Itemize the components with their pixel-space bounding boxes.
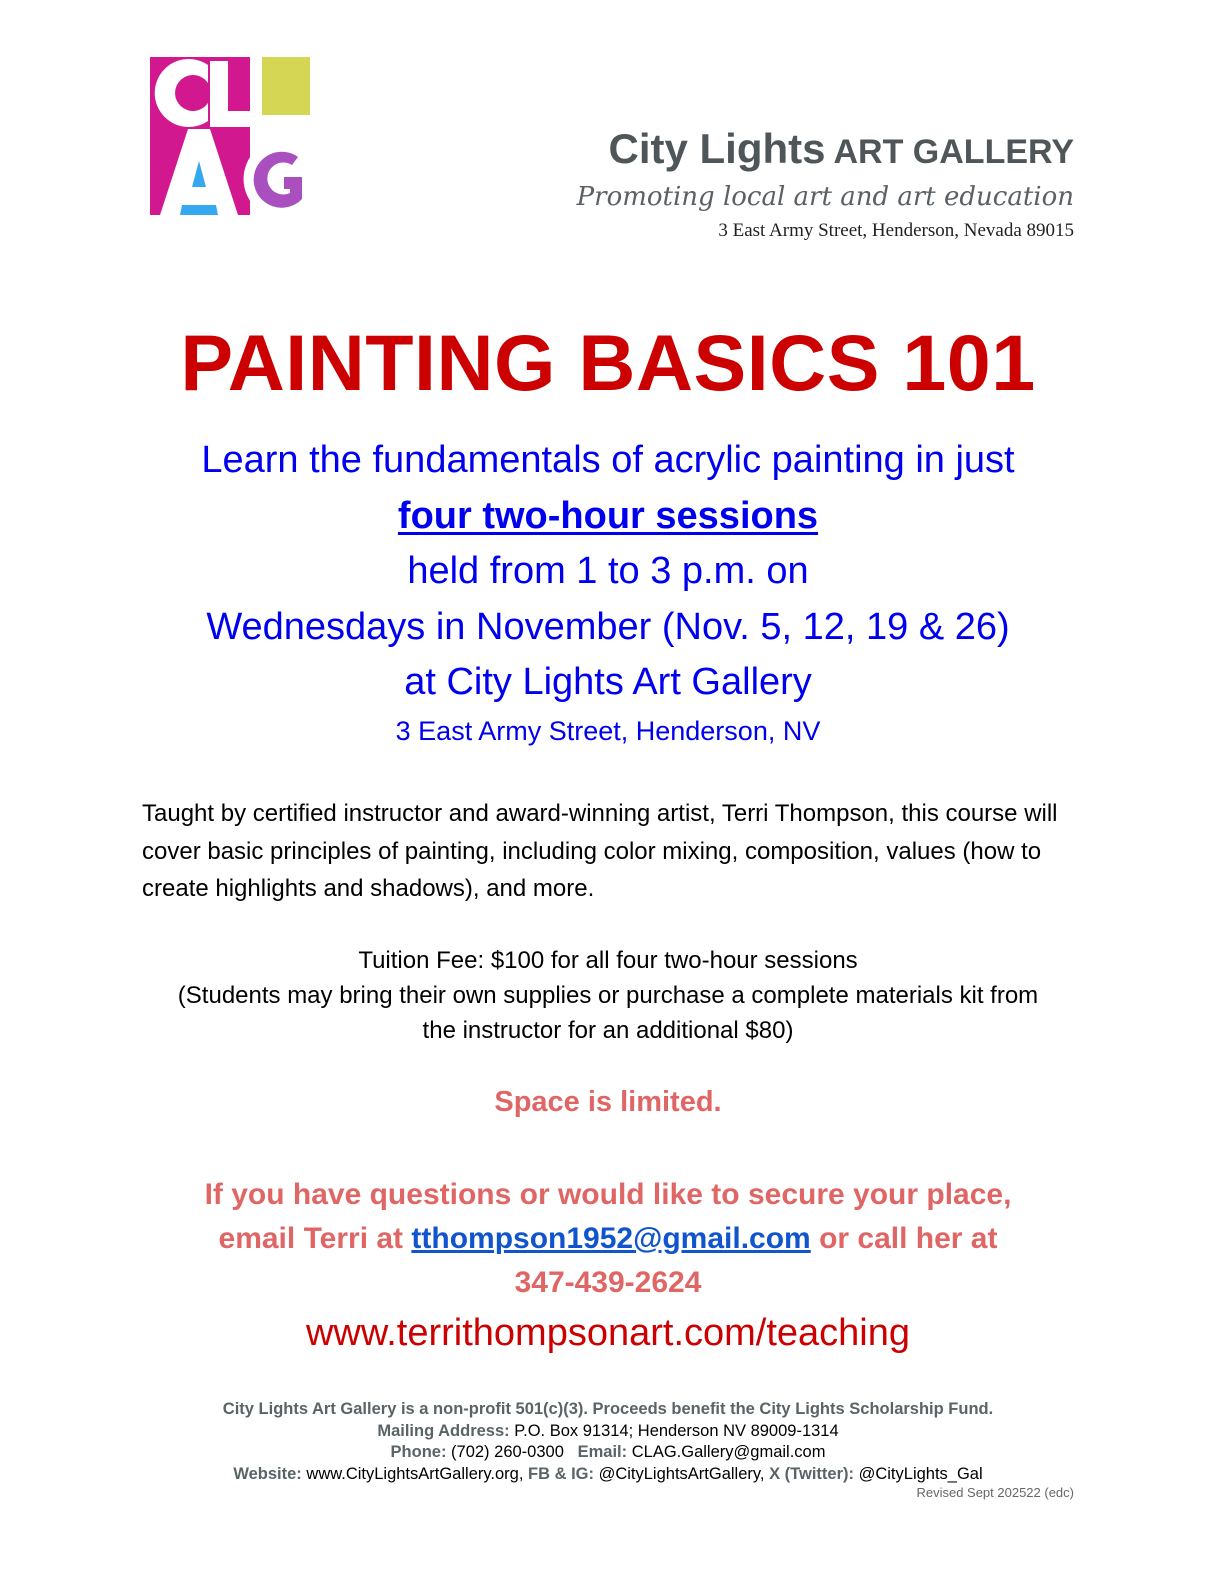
contact-email-link[interactable]: tthompson1952@gmail.com xyxy=(411,1222,811,1255)
gallery-header xyxy=(576,125,1074,242)
gallery-tagline: Promoting local art and art education xyxy=(576,182,1074,212)
footer-fbig-value: @CityLightsArtGallery, xyxy=(594,1464,770,1483)
details-address: 3 East Army Street, Henderson, NV xyxy=(395,715,821,746)
details-dates: Wednesdays in November (Nov. 5, 12, 19 & 26) xyxy=(206,605,1010,648)
contact-suffix: or call her at xyxy=(810,1222,998,1255)
contact-line2 xyxy=(0,1217,1216,1261)
course-description: Taught by certified instructor and award-winning artist, Terri Thompson, this course will cover basic principles of painting, including color mixing, composition, values (how to create highlights and shadows), and more. xyxy=(142,800,1058,902)
footer-mailing-value: P.O. Box 91314; Henderson NV 89009-1314 xyxy=(509,1421,839,1440)
gallery-address: 3 East Army Street, Henderson, Nevada 89015 xyxy=(718,220,1074,241)
footer-phone-value: (702) 260-0300 xyxy=(446,1443,578,1461)
gallery-name-art: ART GALLERY xyxy=(833,133,1074,171)
contact-prefix: email Terri at xyxy=(218,1222,412,1255)
footer-x-label: X (Twitter): xyxy=(769,1464,855,1483)
details-time: held from 1 to 3 p.m. on xyxy=(407,550,809,592)
tuition-info xyxy=(0,943,1216,1048)
footer xyxy=(0,1399,1216,1485)
footer-mailing xyxy=(0,1421,1216,1443)
contact-line1: If you have questions or would like to secure your place, xyxy=(204,1178,1012,1211)
class-details xyxy=(0,433,1216,751)
footer-email-value: CLAG.Gallery@gmail.com xyxy=(627,1443,826,1461)
tuition-fee: Tuition Fee: $100 for all four two-hour sessions xyxy=(358,947,858,974)
clag-logo xyxy=(150,57,310,215)
gallery-name xyxy=(577,125,1074,172)
footer-website-value: www.CityLightsArtGallery.org, xyxy=(301,1464,528,1483)
footer-phone-email xyxy=(0,1442,1216,1464)
details-intro: Learn the fundamentals of acrylic painting in just xyxy=(201,439,1015,481)
footer-fbig-label: FB & IG: xyxy=(528,1464,594,1483)
details-venue: at City Lights Art Gallery xyxy=(404,661,812,703)
revision-note: Revised Sept 202522 (edc) xyxy=(916,1485,1074,1500)
footer-email-label: Email: xyxy=(577,1443,628,1461)
contact-info xyxy=(0,1173,1216,1305)
tuition-note-line2: the instructor for an additional $80) xyxy=(422,1017,794,1044)
instructor-website[interactable]: www.territhompsonart.com/teaching xyxy=(305,1312,911,1354)
footer-mailing-label: Mailing Address: xyxy=(377,1421,510,1440)
footer-x-value: @CityLights_Gal xyxy=(854,1464,983,1483)
footer-social xyxy=(0,1464,1216,1486)
gallery-name-city: City Lights xyxy=(608,125,826,172)
page-title: PAINTING BASICS 101 xyxy=(180,318,1036,407)
footer-phone-label: Phone: xyxy=(390,1443,447,1461)
contact-phone: 347-439-2624 xyxy=(514,1266,702,1299)
footer-nonprofit: City Lights Art Gallery is a non-profit 501(c)(3). Proceeds benefit the City Lights Scholarship Fund. xyxy=(222,1400,994,1418)
footer-website-label: Website: xyxy=(233,1464,302,1483)
space-limited-notice: Space is limited. xyxy=(494,1086,722,1118)
details-sessions: four two-hour sessions xyxy=(397,494,819,537)
tuition-note-line1: (Students may bring their own supplies or purchase a complete materials kit from xyxy=(177,982,1039,1009)
